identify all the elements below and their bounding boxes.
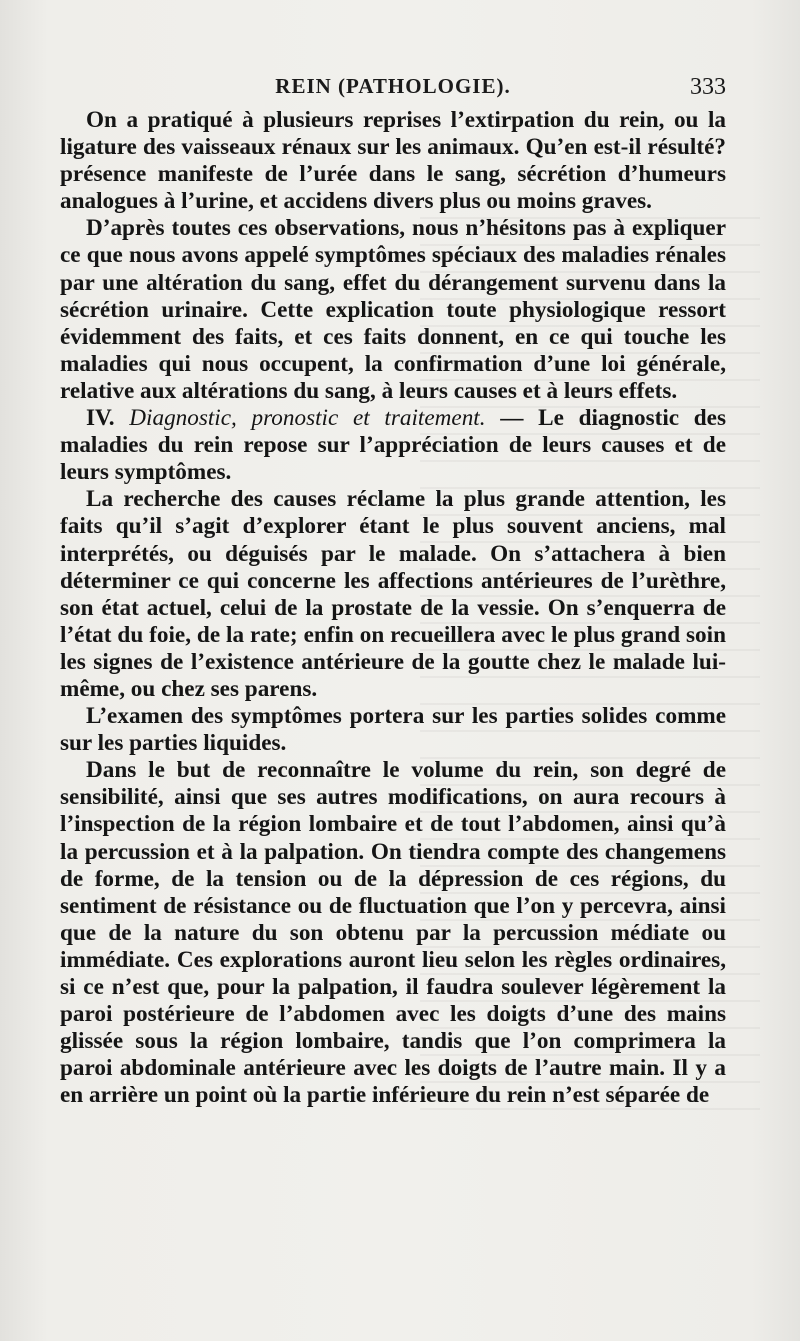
paragraph-causes: La recherche des causes réclame la plus grande attention, les faits qu’il s’agit d’explorer étant le plus souvent anciens, mal interprétés, ou déguisés par le malade. On s’attachera à bien déterminer ce qui concerne les affections antérieures de l’urèthre, son état actuel, celui de la prostate de la vessie. On s’enquerra de l’état du foie, de la rate; enfin on recueillera avec le plus grand soin les signes de l’existence antérieure de la goutte chez le malade lui-même, ou chez ses parens.: [60, 486, 726, 702]
running-title: REIN (PATHOLOGIE).: [275, 74, 511, 98]
section-number: IV.: [86, 405, 115, 432]
paragraph-observations: D’après toutes ces observations, nous n’hésitons pas à expliquer ce que nous avons appelé symptômes spéciaux des maladies rénales par une altération du sang, effet du dérangement survenu dans la sécrétion urinaire. Cette explication toute physiologique ressort évidemment des faits, et ces faits donnent, en ce qui touche les maladies qui nous occupent, la confirmation d’une loi générale, relative aux altérations du sang, à leurs causes et à leurs effets.: [60, 215, 726, 404]
section-title-part-b: traitement.: [384, 405, 486, 432]
paragraph-symptoms: L’examen des symptômes portera sur les parties solides comme sur les parties liquides.: [60, 703, 726, 757]
body-text: [60, 107, 726, 1109]
section-title-et: et: [352, 405, 370, 432]
paragraph-exploration: Dans le but de reconnaître le volume du rein, son degré de sensibilité, ainsi que ses autres modifications, on aura recours à l’inspection de la région lombaire et de tout l’abdomen, ainsi qu’à la percussion et à la palpation. On tiendra compte des changemens de forme, de la tension ou de la dépression de ces régions, du sentiment de résistance ou de fluctuation que l’on y percevra, ainsi que de la nature du son obtenu par la percussion médiate ou immédiate. Ces explorations auront lieu selon les règles ordinaires, si ce n’est que, pour la palpation, il faudra soulever légèrement la paroi postérieure de l’abdomen avec les doigts d’une des mains glissée sous la région lombaire, tandis que l’on comprimera la paroi abdominale antérieure avec les doigts de l’autre main. Il y a en arrière un point où la partie inférieure du rein n’est séparée de: [60, 757, 726, 1109]
section-lead-text: — Le diagnostic des maladies du rein repose sur l’appréciation de leurs causes et de leurs symptômes.: [60, 405, 726, 486]
paragraph-extirpation: On a pratiqué à plusieurs reprises l’extirpation du rein, ou la ligature des vaisseaux rénaux sur les animaux. Qu’en est-il résulté? présence manifeste de l’urée dans le sang, sécrétion d’humeurs analogues à l’urine, et accidens divers plus ou moins graves.: [60, 107, 726, 215]
section-title-part-a: Diagnostic, pronostic: [129, 405, 339, 432]
paragraph-diagnostic: [60, 405, 726, 486]
page-number: 333: [690, 74, 726, 100]
page-header: [60, 74, 726, 106]
